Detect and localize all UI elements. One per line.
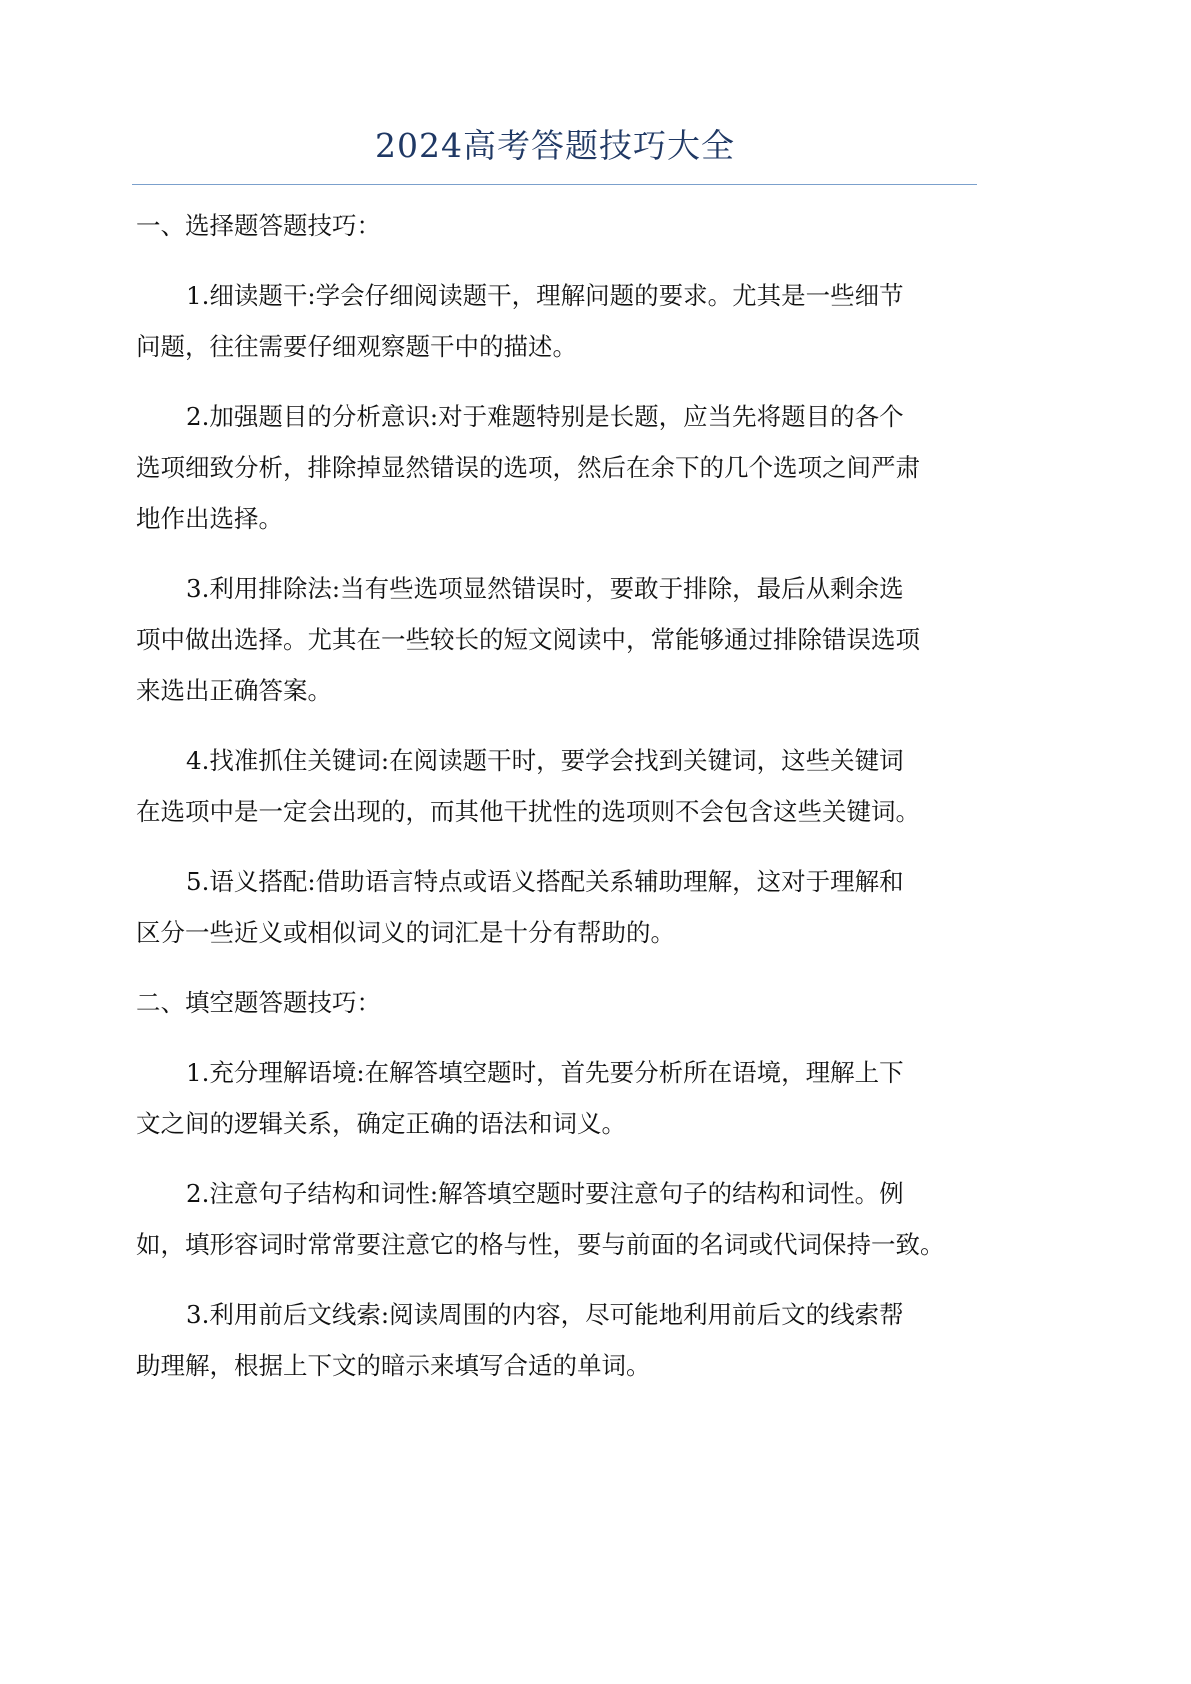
- list-item-paragraph: [136, 277, 976, 379]
- document-body: [136, 207, 976, 1417]
- section-heading: [136, 984, 976, 1035]
- text-line: 项中做出选择。尤其在一些较长的短文阅读中，常能够通过排除错误选项: [136, 625, 920, 654]
- text-line: 一、选择题答题技巧：: [136, 211, 381, 240]
- list-item-paragraph: [136, 1296, 976, 1398]
- text-line: 区分一些近义或相似词义的词汇是十分有帮助的。: [136, 918, 675, 947]
- text-line: 在选项中是一定会出现的，而其他干扰性的选项则不会包含这些关键词。: [136, 797, 920, 826]
- list-item-paragraph: [136, 570, 976, 723]
- text-line: 二、填空题答题技巧：: [136, 988, 381, 1017]
- section-heading: [136, 207, 976, 258]
- text-line: 2.加强题目的分析意识:对于难题特别是长题，应当先将题目的各个: [186, 402, 904, 431]
- title-divider: [132, 184, 977, 185]
- text-line: 文之间的逻辑关系，确定正确的语法和词义。: [136, 1109, 626, 1138]
- text-line: 问题，往往需要仔细观察题干中的描述。: [136, 332, 577, 361]
- list-item-paragraph: [136, 863, 976, 965]
- text-line: 地作出选择。: [136, 504, 283, 533]
- list-item-paragraph: [136, 398, 976, 551]
- text-line: 1.细读题干:学会仔细阅读题干，理解问题的要求。尤其是一些细节: [186, 281, 904, 310]
- text-line: 3.利用前后文线索:阅读周围的内容，尽可能地利用前后文的线索帮: [186, 1300, 904, 1329]
- text-line: 2.注意句子结构和词性:解答填空题时要注意句子的结构和词性。例: [186, 1179, 904, 1208]
- text-line: 助理解，根据上下文的暗示来填写合适的单词。: [136, 1351, 651, 1380]
- text-line: 来选出正确答案。: [136, 676, 332, 705]
- text-line: 选项细致分析，排除掉显然错误的选项，然后在余下的几个选项之间严肃: [136, 453, 920, 482]
- list-item-paragraph: [136, 742, 976, 844]
- document-title: 2024高考答题技巧大全: [375, 126, 735, 165]
- list-item-paragraph: [136, 1175, 976, 1277]
- text-line: 3.利用排除法:当有些选项显然错误时，要敢于排除，最后从剩余选: [186, 574, 904, 603]
- text-line: 如，填形容词时常常要注意它的格与性，要与前面的名词或代词保持一致。: [136, 1230, 945, 1259]
- text-line: 5.语义搭配:借助语言特点或语义搭配关系辅助理解，这对于理解和: [186, 867, 904, 896]
- text-line: 1.充分理解语境:在解答填空题时，首先要分析所在语境，理解上下: [186, 1058, 904, 1087]
- list-item-paragraph: [136, 1054, 976, 1156]
- text-line: 4.找准抓住关键词:在阅读题干时，要学会找到关键词，这些关键词: [186, 746, 904, 775]
